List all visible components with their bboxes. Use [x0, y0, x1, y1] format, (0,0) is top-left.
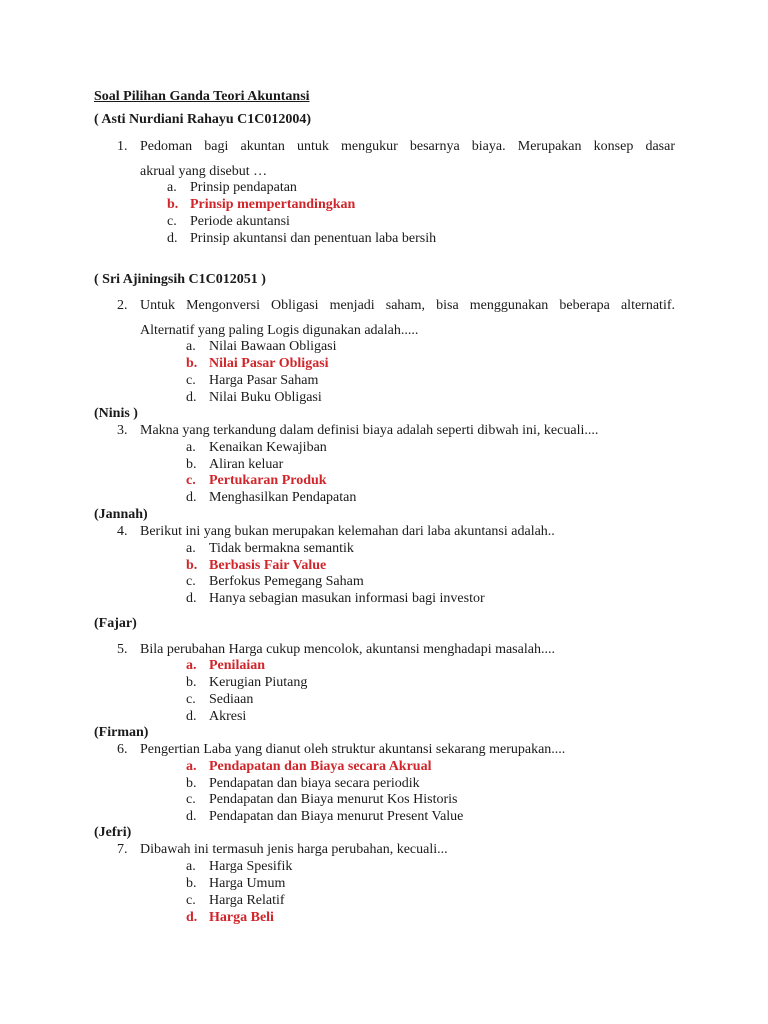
answer-option: Nilai Bawaan Obligasi	[209, 339, 337, 354]
option-letter: d.	[186, 390, 197, 405]
question-text: akrual yang disebut …	[140, 164, 268, 179]
question-text: Dibawah ini termasuh jenis harga perubahan, kecuali...	[140, 842, 448, 857]
answer-option: Prinsip akuntansi dan penentuan laba bersih	[190, 231, 437, 246]
option-letter: b.	[186, 675, 197, 690]
option-letter: a.	[186, 859, 196, 874]
correct-answer-option: Prinsip mempertandingkan	[190, 197, 356, 212]
option-letter: c.	[186, 473, 196, 488]
question-number: 1.	[117, 139, 128, 154]
option-letter: c.	[186, 692, 196, 707]
option-letter: c.	[167, 214, 177, 229]
option-letter: c.	[186, 373, 196, 388]
answer-option: Tidak bermakna semantik	[209, 541, 354, 556]
question-number: 7.	[117, 842, 128, 857]
answer-option: Menghasilkan Pendapatan	[209, 490, 357, 505]
answer-option: Akresi	[209, 709, 247, 724]
answer-option: Pendapatan dan Biaya menurut Present Value	[209, 809, 464, 824]
option-letter: b.	[186, 776, 197, 791]
option-letter: d.	[186, 910, 198, 925]
question-number: 3.	[117, 423, 128, 438]
question-text: Untuk Mengonversi Obligasi menjadi saham, bisa menggunakan beberapa alternatif.	[140, 298, 675, 313]
correct-answer-option: Penilaian	[209, 658, 266, 673]
option-letter: a.	[186, 658, 197, 673]
answer-option: Hanya sebagian masukan informasi bagi investor	[209, 591, 485, 606]
option-letter: b.	[167, 197, 179, 212]
answer-option: Pendapatan dan biaya secara periodik	[209, 776, 420, 791]
answer-option: Harga Spesifik	[209, 859, 293, 874]
question-text: Pengertian Laba yang dianut oleh struktur akuntansi sekarang merupakan....	[140, 742, 566, 757]
question-number: 5.	[117, 642, 128, 657]
correct-answer-option: Nilai Pasar Obligasi	[209, 356, 329, 371]
correct-answer-option: Harga Beli	[209, 910, 274, 925]
option-letter: b.	[186, 876, 197, 891]
option-letter: a.	[186, 440, 196, 455]
option-letter: c.	[186, 893, 196, 908]
correct-answer-option: Pendapatan dan Biaya secara Akrual	[209, 759, 432, 774]
answer-option: Kerugian Piutang	[209, 675, 308, 690]
option-letter: a.	[167, 180, 177, 195]
option-letter: a.	[186, 759, 197, 774]
option-letter: a.	[186, 339, 196, 354]
question-text: Makna yang terkandung dalam definisi biaya adalah seperti dibwah ini, kecuali....	[140, 423, 599, 438]
question-number: 2.	[117, 298, 128, 313]
author-heading: (Fajar)	[94, 616, 137, 631]
option-letter: d.	[186, 490, 197, 505]
answer-option: Harga Umum	[209, 876, 286, 891]
answer-option: Berfokus Pemegang Saham	[209, 574, 364, 589]
option-letter: a.	[186, 541, 196, 556]
option-letter: d.	[186, 591, 197, 606]
answer-option: Prinsip pendapatan	[190, 180, 297, 195]
author-heading: ( Sri Ajiningsih C1C012051 )	[94, 272, 266, 287]
option-letter: d.	[167, 231, 178, 246]
correct-answer-option: Pertukaran Produk	[209, 473, 327, 488]
answer-option: Harga Relatif	[209, 893, 285, 908]
author-heading: (Jefri)	[94, 825, 132, 840]
answer-option: Aliran keluar	[209, 457, 284, 472]
option-letter: b.	[186, 457, 197, 472]
answer-option: Periode akuntansi	[190, 214, 290, 229]
answer-option: Nilai Buku Obligasi	[209, 390, 322, 405]
option-letter: c.	[186, 574, 196, 589]
author-heading: (Jannah)	[94, 507, 148, 522]
question-number: 6.	[117, 742, 128, 757]
option-letter: c.	[186, 792, 196, 807]
answer-option: Kenaikan Kewajiban	[209, 440, 327, 455]
author-heading: ( Asti Nurdiani Rahayu C1C012004)	[94, 112, 312, 127]
correct-answer-option: Berbasis Fair Value	[209, 558, 327, 573]
option-letter: d.	[186, 709, 197, 724]
answer-option: Pendapatan dan Biaya menurut Kos Historis	[209, 792, 458, 807]
author-heading: (Ninis )	[94, 406, 138, 421]
answer-option: Sediaan	[209, 692, 254, 707]
option-letter: b.	[186, 356, 198, 371]
option-letter: d.	[186, 809, 197, 824]
answer-option: Harga Pasar Saham	[209, 373, 319, 388]
document-title: Soal Pilihan Ganda Teori Akuntansi	[94, 89, 310, 104]
question-text: Bila perubahan Harga cukup mencolok, akuntansi menghadapi masalah....	[140, 642, 555, 657]
question-text: Alternatif yang paling Logis digunakan adalah.....	[140, 323, 419, 338]
option-letter: b.	[186, 558, 198, 573]
question-text: Berikut ini yang bukan merupakan kelemahan dari laba akuntansi adalah..	[140, 524, 555, 539]
question-number: 4.	[117, 524, 128, 539]
author-heading: (Firman)	[94, 725, 149, 740]
question-text: Pedoman bagi akuntan untuk mengukur besarnya biaya. Merupakan konsep dasar	[140, 139, 675, 154]
